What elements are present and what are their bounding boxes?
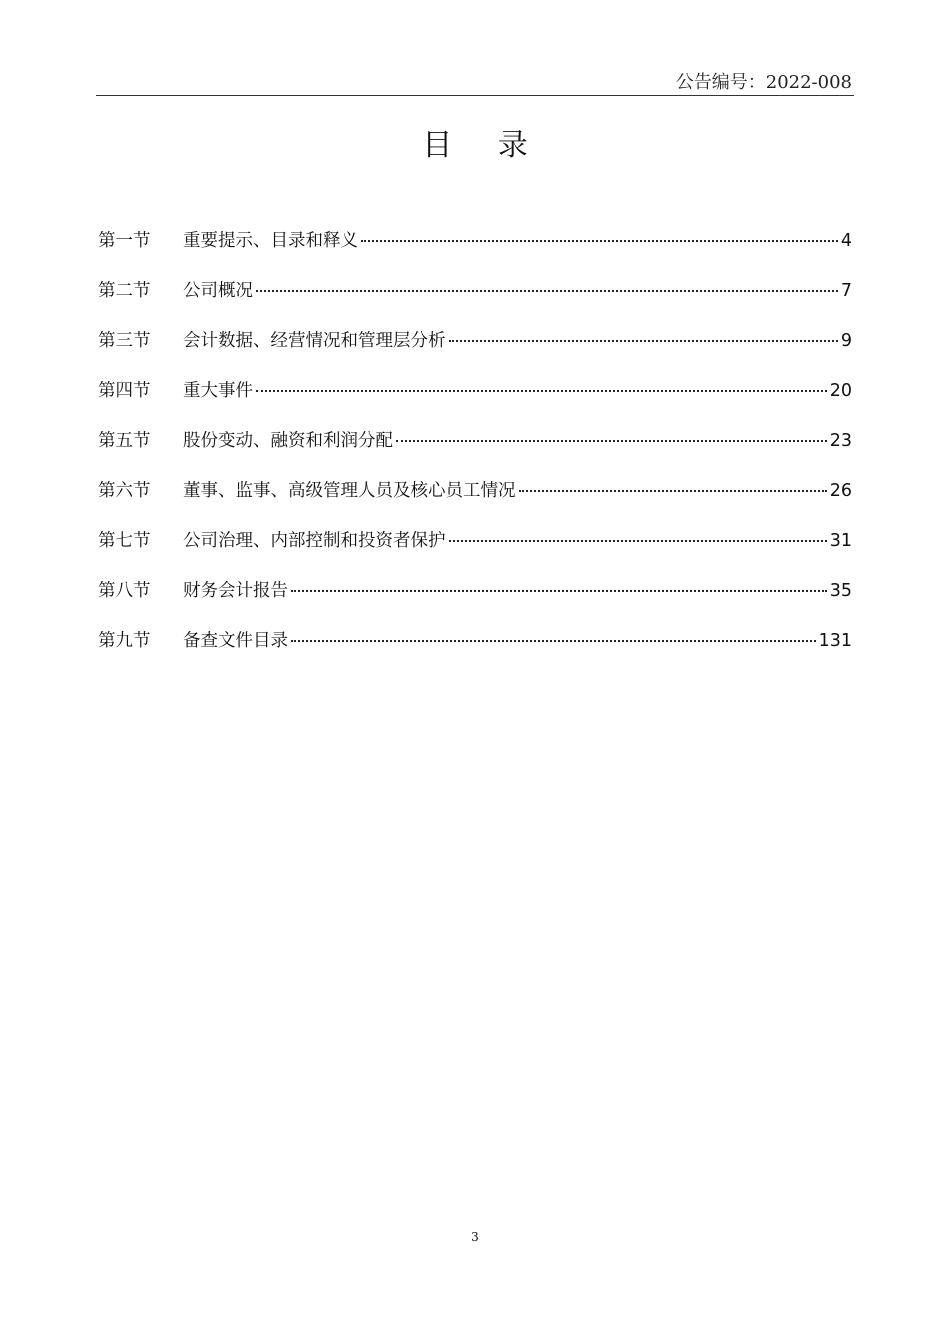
toc-entry-4[interactable] xyxy=(98,377,852,427)
toc-section-number: 第三节 xyxy=(98,331,151,351)
toc-page-number: 35 xyxy=(829,581,852,601)
toc-dot-leader xyxy=(449,340,838,342)
toc-entry-7[interactable] xyxy=(98,527,852,577)
toc-section-title: 会计数据、经营情况和管理层分析 xyxy=(183,331,446,351)
toc-dot-leader xyxy=(449,540,827,542)
toc-page-number: 31 xyxy=(829,531,852,551)
toc-entry-1[interactable] xyxy=(98,227,852,277)
toc-page-number: 4 xyxy=(840,231,852,251)
toc-section-number: 第一节 xyxy=(98,231,151,251)
toc-page-number: 131 xyxy=(818,631,852,651)
toc-entry-5[interactable] xyxy=(98,427,852,477)
toc-entry-2[interactable] xyxy=(98,277,852,327)
toc-page-number: 26 xyxy=(829,481,852,501)
toc-section-number: 第七节 xyxy=(98,531,151,551)
page-title: 目 录 xyxy=(422,128,546,163)
toc-dot-leader xyxy=(256,390,827,392)
toc-section-title: 备查文件目录 xyxy=(183,631,288,651)
toc-section-title: 重大事件 xyxy=(183,381,253,401)
toc-entry-9[interactable] xyxy=(98,627,852,677)
toc-dot-leader xyxy=(291,640,816,642)
toc-dot-leader xyxy=(291,590,827,592)
table-of-contents xyxy=(98,227,852,677)
toc-section-number: 第五节 xyxy=(98,431,151,451)
toc-section-number: 第二节 xyxy=(98,281,151,301)
toc-page-number: 7 xyxy=(840,281,852,301)
toc-section-title: 财务会计报告 xyxy=(183,581,288,601)
toc-section-number: 第八节 xyxy=(98,581,151,601)
toc-section-title: 公司概况 xyxy=(183,281,253,301)
toc-section-title: 股份变动、融资和利润分配 xyxy=(183,431,393,451)
toc-section-title: 董事、监事、高级管理人员及核心员工情况 xyxy=(183,481,516,501)
toc-section-number: 第四节 xyxy=(98,381,151,401)
toc-entry-8[interactable] xyxy=(98,577,852,627)
header-divider xyxy=(96,95,854,96)
toc-dot-leader xyxy=(361,240,838,242)
toc-section-title: 重要提示、目录和释义 xyxy=(183,231,358,251)
toc-page-number: 20 xyxy=(829,381,852,401)
toc-section-number: 第六节 xyxy=(98,481,151,501)
toc-page-number: 23 xyxy=(829,431,852,451)
page-number: 3 xyxy=(471,1230,479,1244)
toc-page-number: 9 xyxy=(840,331,852,351)
toc-entry-6[interactable] xyxy=(98,477,852,527)
toc-dot-leader xyxy=(519,490,827,492)
toc-section-number: 第九节 xyxy=(98,631,151,651)
toc-dot-leader xyxy=(256,290,838,292)
toc-entry-3[interactable] xyxy=(98,327,852,377)
toc-dot-leader xyxy=(396,440,827,442)
announcement-number: 公告编号：2022-008 xyxy=(675,72,852,93)
toc-section-title: 公司治理、内部控制和投资者保护 xyxy=(183,531,446,551)
